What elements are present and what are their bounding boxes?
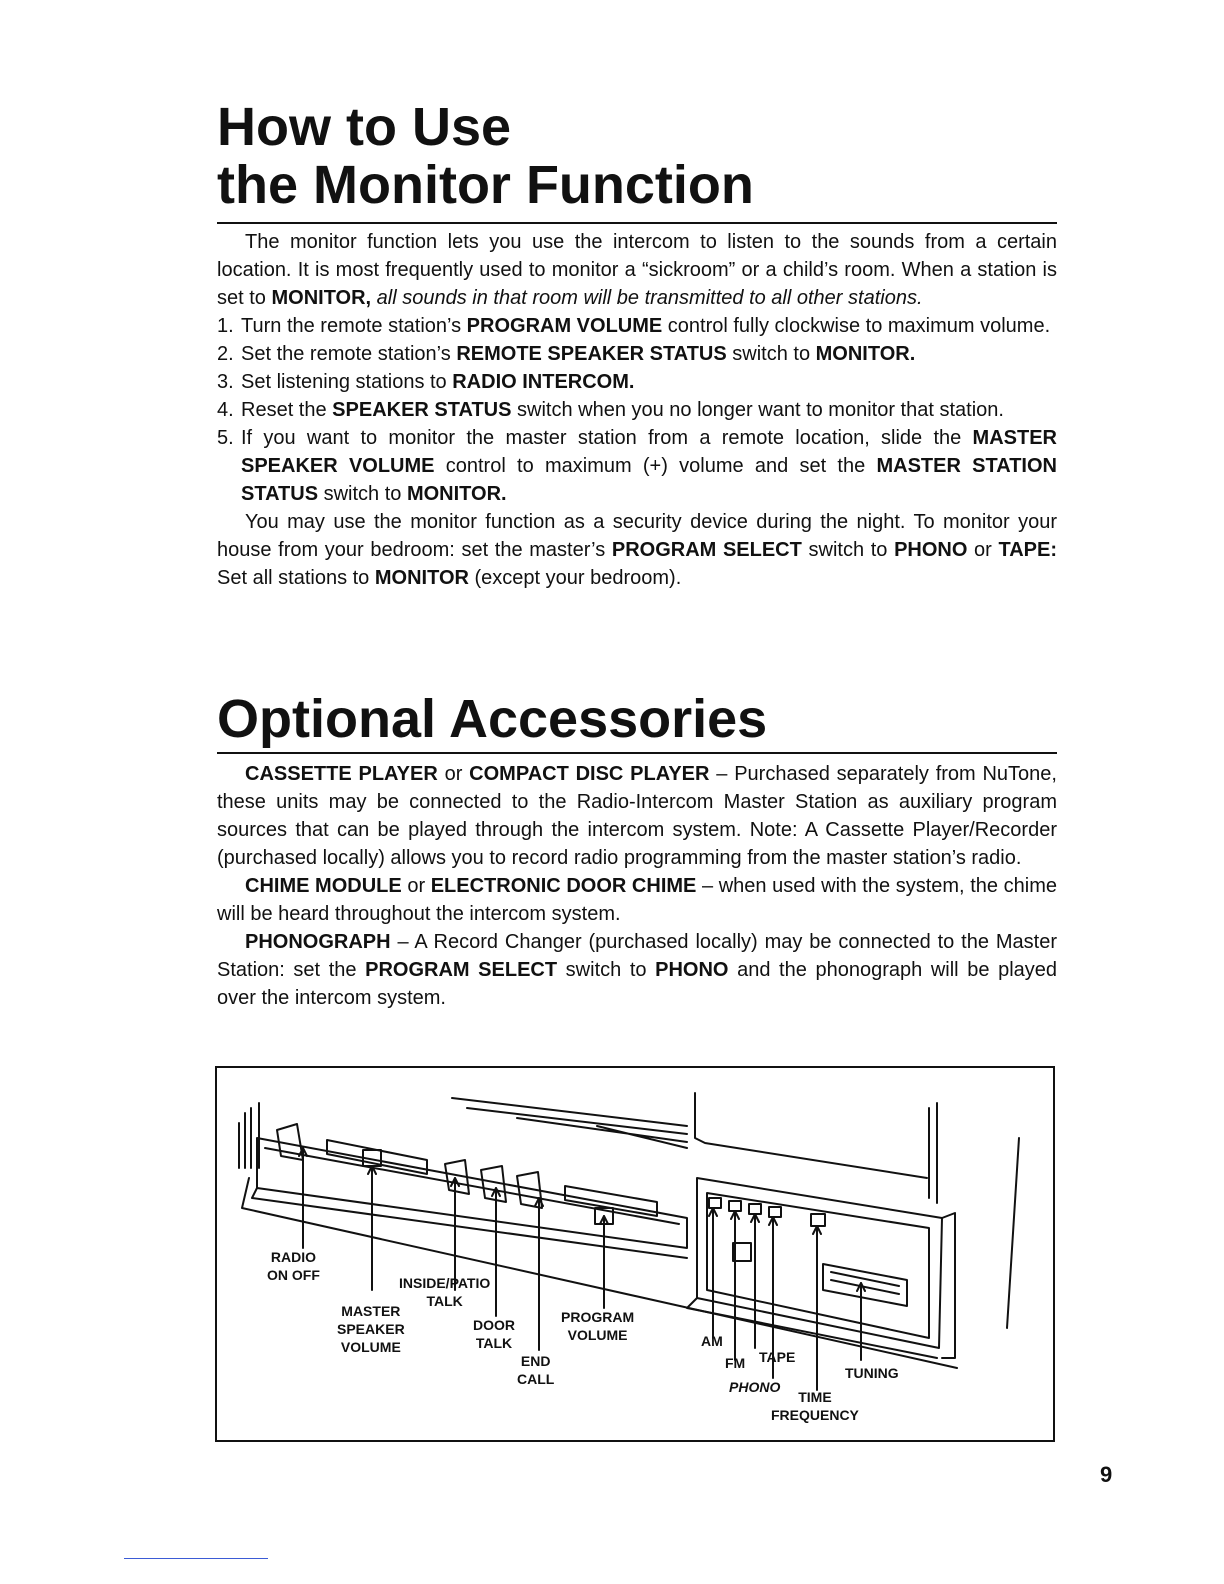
master-station-diagram	[215, 1066, 1055, 1442]
accessories-body	[217, 760, 1057, 1012]
program-volume-label: PROGRAM VOLUME	[561, 1309, 635, 1343]
phono-label: PHONO	[729, 1379, 781, 1395]
fm-label: FM	[725, 1355, 746, 1371]
list-item: 5. If you want to monitor the master station from a remote location, slide the MASTER SPEAKER VOLUME control to maximum (+) volume and set the MASTER STATION STATUS switch to MONITOR.	[217, 427, 1057, 505]
list-item: 2. Set the remote station’s REMOTE SPEAKER STATUS switch to MONITOR.	[217, 343, 916, 365]
door-talk-label: DOOR TALK	[473, 1317, 515, 1351]
security-paragraph: You may use the monitor function as a security device during the night. To monitor your house from your bedroom: set the master’s PROGRAM SELECT switch to PHONO or TAPE: Set all stations to MONITOR (except your bedroom).	[217, 511, 1058, 589]
accessories-divider	[217, 752, 1057, 754]
monitor-section-body	[217, 228, 1057, 592]
list-item: 4. Reset the SPEAKER STATUS switch when you no longer want to monitor that station.	[217, 399, 1004, 421]
list-item: 3. Set listening stations to RADIO INTERCOM.	[217, 371, 635, 393]
time-frequency-label: TIME FREQUENCY	[771, 1389, 859, 1423]
master-speaker-volume-label: MASTER SPEAKER VOLUME	[337, 1303, 405, 1355]
am-label: AM	[701, 1333, 723, 1349]
monitor-steps-list	[217, 312, 1057, 508]
cassette-paragraph: CASSETTE PLAYER or COMPACT DISC PLAYER – Purchased separately from NuTone, these units may be connected to the Radio-Intercom Master Station as auxiliary program sources that can be played through the intercom system. Note: A Cassette Player/Recorder (purchased locally) allows you to record radio programming from the master station’s radio.	[217, 763, 1057, 869]
page-title-line-2: the Monitor Function	[217, 155, 754, 215]
phonograph-paragraph: PHONOGRAPH – A Record Changer (purchased locally) may be connected to the Master Station: set the PROGRAM SELECT switch to PHONO and the phonograph will be played over the intercom system.	[217, 931, 1057, 1009]
inside-patio-talk-label: INSIDE/PATIO TALK	[399, 1275, 491, 1309]
page-number: 9	[1100, 1462, 1113, 1487]
footer-rule	[124, 1558, 268, 1559]
page-title-line-1: How to Use	[217, 97, 512, 157]
chime-paragraph: CHIME MODULE or ELECTRONIC DOOR CHIME – when used with the system, the chime will be heard throughout the intercom system.	[217, 875, 1057, 925]
tuning-label: TUNING	[845, 1365, 899, 1381]
radio-on-off-label: RADIO ON OFF	[267, 1249, 320, 1283]
section-title-accessories: Optional Accessories	[217, 689, 768, 749]
master-station-illustration	[217, 1068, 1053, 1440]
title-divider	[217, 222, 1057, 224]
monitor-intro-paragraph: The monitor function lets you use the intercom to listen to the sounds from a certain location. It is most frequently used to monitor a “sickroom” or a child’s room. When a station is set to MONITOR, all sounds in that room will be transmitted to all other stations.	[217, 231, 1057, 309]
tape-label: TAPE	[759, 1349, 796, 1365]
list-item: 1. Turn the remote station’s PROGRAM VOLUME control fully clockwise to maximum volume.	[217, 315, 1051, 337]
end-call-label: END CALL	[517, 1353, 555, 1387]
